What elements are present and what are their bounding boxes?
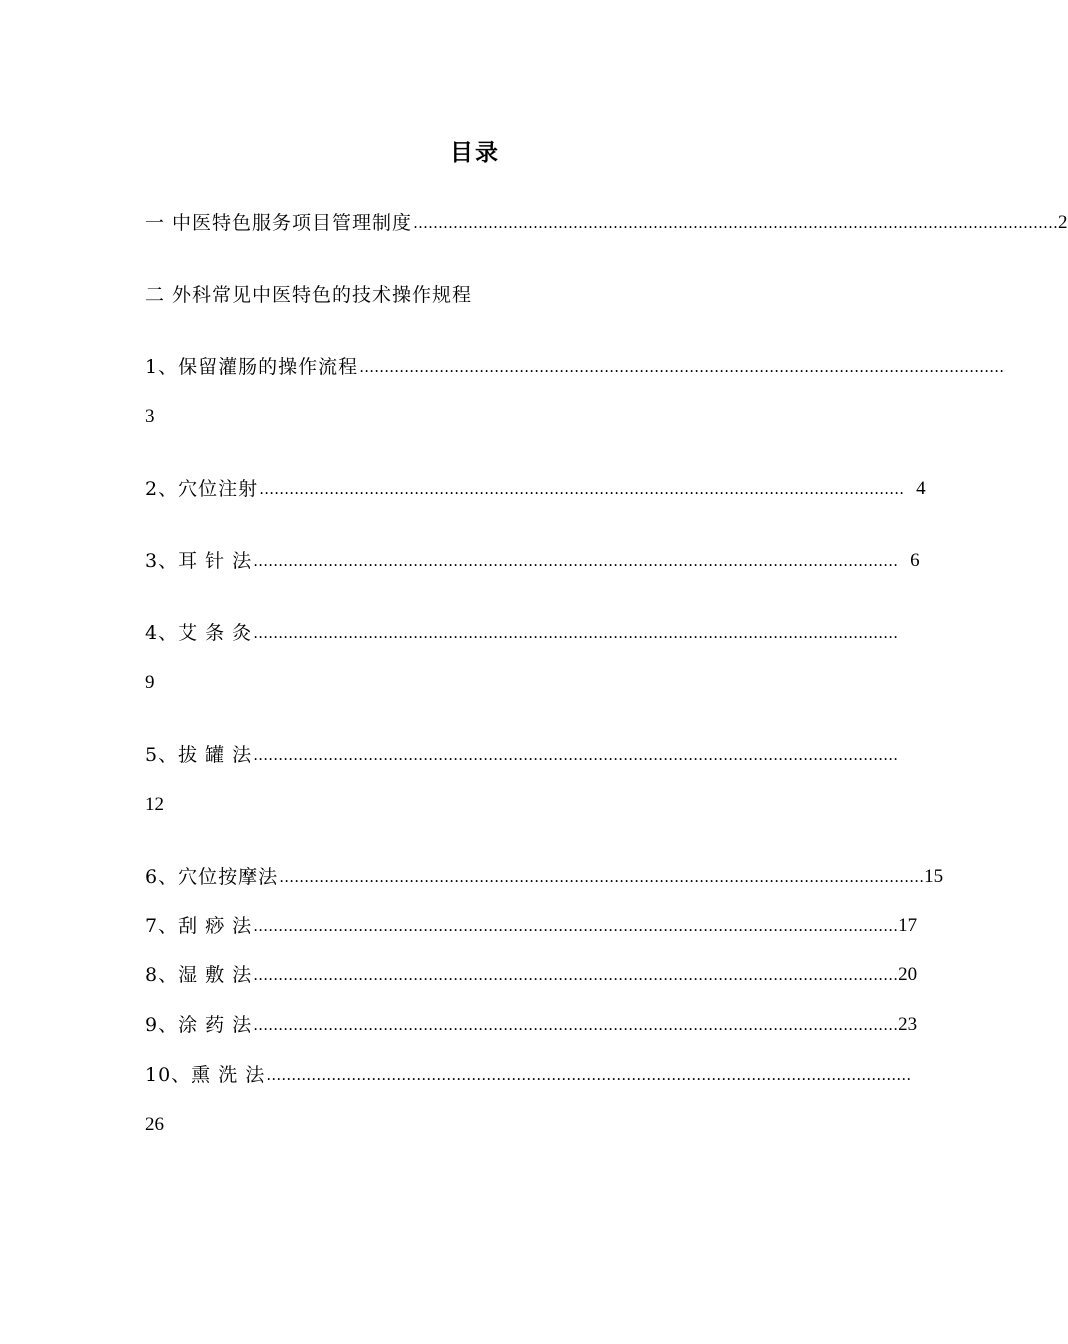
toc-entry [145,618,899,648]
toc-entry-label: 9、涂 药 法 [145,1014,253,1036]
toc-entry [145,1060,912,1090]
toc-entry-page: 26 [145,1114,164,1135]
dot-leader: ………………………………………………………………………………………………………………… [359,358,1005,376]
toc-entry-page: 2 [1058,212,1068,233]
toc-entry-page: 12 [145,794,164,815]
dot-leader: ………………………………………………………………………………………………………………… [253,1016,899,1034]
toc-entry-page: 23 [898,1014,918,1035]
toc-section-heading [145,280,805,310]
toc-entry [145,546,920,576]
toc-entry [145,352,1005,382]
toc-entry [145,960,918,990]
toc-entry-label: 6、穴位按摩法 [145,866,279,888]
dot-leader: ………………………………………………………………………………………………………………… [253,966,899,984]
toc-entry-page: 20 [898,964,918,985]
toc-entry-label: 7、刮 痧 法 [145,915,253,937]
toc-entry-page: 3 [145,406,155,427]
dot-leader: ………………………………………………………………………………………………………………… [279,868,925,886]
toc-entry [145,208,1068,238]
toc-entry [145,1010,918,1040]
toc-entry-label: 8、湿 敷 法 [145,964,253,986]
toc-entry-label: 一 中医特色服务项目管理制度 [145,212,413,234]
dot-leader: ………………………………………………………………………………………………………………… [253,917,899,935]
toc-entry-label: 5、拔 罐 法 [145,744,253,766]
toc-entry [145,862,944,892]
dot-leader: ………………………………………………………………………………………………………………… [266,1066,912,1084]
toc-entry-page: 6 [910,550,920,571]
dot-leader: ………………………………………………………………………………………………………………… [253,624,899,642]
dot-leader: ………………………………………………………………………………………………………………… [253,746,899,764]
toc-entry-page: 4 [916,478,926,499]
toc-entry-label: 10、熏 洗 法 [145,1064,266,1086]
toc-entry [145,740,899,770]
toc-entry-page: 9 [145,672,155,693]
toc-entry-label: 4、艾 条 灸 [145,622,253,644]
toc-entry [145,911,918,941]
toc-entry-page: 17 [898,915,918,936]
toc-entry-page: 15 [924,866,944,887]
dot-leader: ………………………………………………………………………………………………………………… [413,214,1059,232]
toc-entry-label: 3、耳 针 法 [145,550,253,572]
toc-entry-label: 2、穴位注射 [145,478,259,500]
toc-entry [145,474,926,504]
toc-entry-label: 二 外科常见中医特色的技术操作规程 [145,284,473,306]
dot-leader: ………………………………………………………………………………………………………………… [259,480,905,498]
page-title: 目录 [450,140,500,166]
dot-leader: ………………………………………………………………………………………………………………… [253,552,899,570]
toc-entry-label: 1、保留灌肠的操作流程 [145,356,359,378]
